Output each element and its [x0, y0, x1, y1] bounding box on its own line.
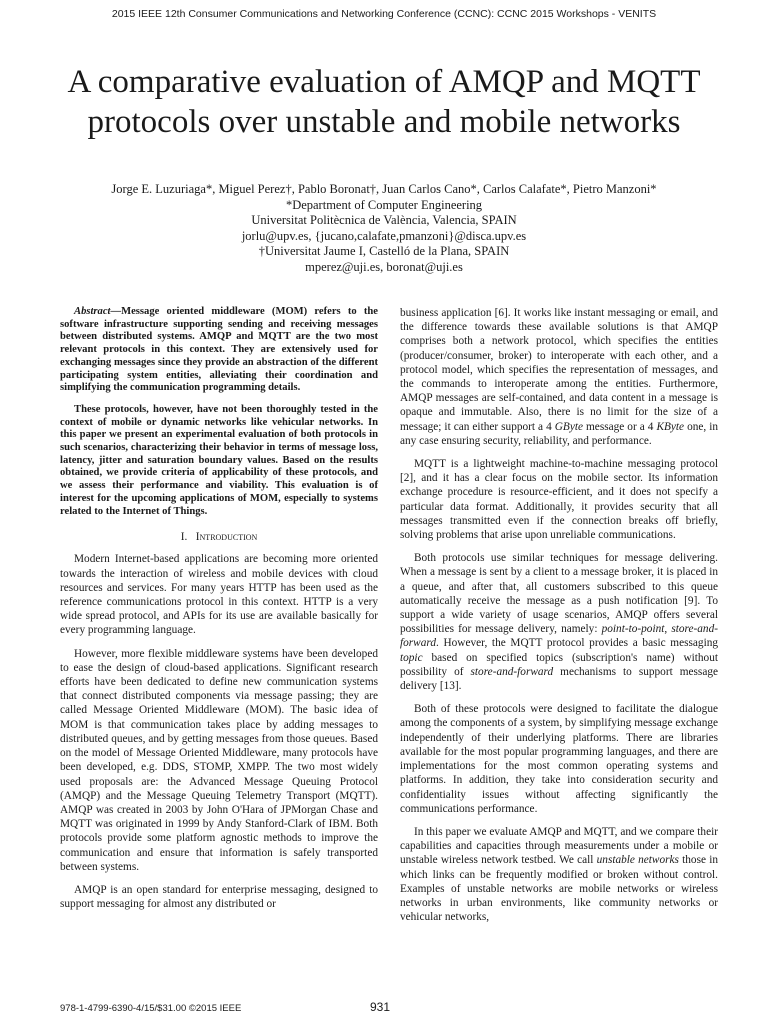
title-line-2: protocols over unstable and mobile networks: [87, 104, 681, 140]
text-run-italic: GByte: [554, 420, 583, 433]
abstract-text-1: —Message oriented middleware (MOM) refers to the software infrastructure supporting sending and receiving messages between distributed systems. AMQP and MQTT are the two most relevant protocols in this context. They are extensively used for exchanging messages since they provide an abstraction of the different participating system entities, alleviating their coordination and simplifying the communication programming details.: [60, 306, 378, 394]
text-run: Both protocols use similar techniques for message delivering. When a message is sent by a client to a message broker, it is placed in a queue, and after that, all customers subscribed to this queue automatically receive the message as a push notification [9]. To support a wide variety of usage scenarios, AMQP offers several possibilities for message delivery, namely:: [400, 552, 718, 636]
abstract-label: Abstract: [74, 306, 111, 317]
text-run: based on specified topics (subscription's name) without possibility of: [400, 651, 718, 678]
author-block: [20, 182, 748, 275]
footer-isbn: 978-1-4799-6390-4/15/$31.00 ©2015 IEEE: [60, 1003, 242, 1014]
text-run-italic: KByte: [656, 420, 685, 433]
affiliation-department: *Department of Computer Engineering: [285, 197, 483, 212]
author-list: Jorge E. Luzuriaga*, Miguel Perez†, Pablo Boronat†, Juan Carlos Cano*, Carlos Calafate*, Pietro Manzoni*: [111, 182, 657, 196]
conference-header: 2015 IEEE 12th Consumer Communications and Networking Conference (CCNC): CCNC 2015 Workshops - VENITS: [111, 8, 657, 20]
right-paragraph-5: [400, 825, 718, 924]
text-run: message or a 4: [583, 420, 657, 433]
text-run-italic: point-to-point: [601, 623, 665, 636]
author-emails-2: mperez@uji.es, boronat@uji.es: [305, 259, 463, 274]
paper-title: [40, 62, 728, 142]
affiliation-university-1: Universitat Politècnica de València, Valencia, SPAIN: [251, 213, 517, 227]
section-title: Introduction: [195, 531, 258, 544]
text-run-italic: unstable networks: [596, 854, 679, 867]
intro-paragraph-1: Modern Internet-based applications are becoming more oriented towards the interaction of wireless and mobile devices with cloud resources and services. For many years HTTP has been used as the reference communications protocol in this context. HTTP is a very wide spread protocol, and APIs for its use are available basically for every programming language.: [60, 553, 378, 637]
page-number: 931: [370, 1000, 391, 1014]
abstract-paragraph-2: These protocols, however, have not been thoroughly tested in the context of mobile or dynamic networks like vehicular networks. In this paper we present an experimental evaluation of both protocols in such scenarios, characterizing their behavior in terms of message loss, latency, jitter and saturation boundary values. Based on the results obtained, we provide criteria of applicability of these protocols, and we assess their performance and viability. This evaluation is of interest for the upcoming applications of MOM, especially to systems related to the Internet of Things.: [60, 403, 378, 517]
author-emails-1: jorlu@upv.es, {jucano,calafate,pmanzoni}@disca.upv.es: [241, 228, 527, 243]
text-run: . However, the MQTT protocol provides a basic messaging: [436, 637, 718, 650]
section-number: I.: [180, 531, 188, 544]
text-run: those in which links can be frequently modified or broken without control. Examples of unstable networks are mobile networks or wireless networks in urban environments, like community networks or vehicular networks,: [400, 854, 718, 924]
text-run-italic: topic: [400, 651, 423, 664]
affiliation-university-2: †Universitat Jaume I, Castelló de la Plana, SPAIN: [258, 244, 510, 258]
text-run: ,: [664, 623, 672, 636]
right-paragraph-2: MQTT is a lightweight machine-to-machine messaging protocol [2], and it has a clear focus on the mobile sector. Its information exchange procedure is resource-efficient, and it does not specify a particular data format. Additionally, it provides security that all messages transmitted even if the connection breaks off briefly, solving problems that arise upon unreliable communications.: [400, 458, 718, 542]
text-run: In this paper we evaluate AMQP and MQTT, and we compare their capabilities and capacities through measurements under a mobile or unstable wireless network testbed. We call: [400, 825, 718, 867]
intro-paragraph-3: AMQP is an open standard for enterprise messaging, designed to support messaging for almost any distributed or: [60, 883, 378, 911]
right-paragraph-1: [400, 306, 718, 448]
text-run-italic: store-and-forward: [470, 665, 554, 678]
left-column: [60, 306, 378, 920]
right-paragraph-3: [400, 551, 718, 693]
intro-paragraph-2: However, more flexible middleware systems have been developed to ease the design of cloud-based applications. Significant research efforts have been dedicated to define new communication systems that connect distributed components via message passing; they are called Message Oriented Middleware (MOM). The basic idea of MOM is that communication takes place by adding messages to distributed queues, and by getting messages from those queues. Based on the model of Message Oriented Middleware, many protocols have been developed, e.g. DDS, STOMP, XMPP. The two most widely used proposals are: the Advanced Message Queuing Protocol (AMQP) and the Message Queuing Telemetry Transport (MQTT). AMQP was created in 2003 by John O'Hara of JPMorgan Chase and MQTT was originated in 1999 by Andy Stanford-Clark of IBM. Both protocols provide some platform agnostic methods to improve the communication and ensure that information is safely transported between systems.: [60, 647, 378, 873]
right-column: [400, 306, 718, 933]
right-paragraph-4: Both of these protocols were designed to facilitate the dialogue among the components of a system, by simplifying message exchange independently of their underlying platforms. There are libraries available for the most popular programming languages, and there are implementations for the most common operating systems and platforms. In addition, they take into consideration security and confidentiality issues without affecting significantly the communications performance.: [400, 703, 718, 815]
text-run: one, in any case ensuring security, reliability, and performance.: [400, 420, 719, 447]
abstract-paragraph-1: [60, 306, 378, 395]
text-run-italic: store-and-forward: [400, 623, 718, 650]
text-run: mechanisms to support message delivery [13].: [400, 665, 718, 693]
section-heading-introduction: [60, 530, 378, 544]
title-line-1: A comparative evaluation of AMQP and MQTT: [67, 64, 701, 100]
text-run: business application [6]. It works like instant messaging or email, and the difference towards these available solutions is that AMQP comprises both a network protocol, which specifies the entities (producer/consumer, broker) to interoperate with each other, and a protocol model, which specifies the representation of messages, and the commands to interoperate among the entities. Furthermore, AMQP messages are self-contained, and data content in a message is opaque and immutable. Also, there is no limit for the size of a message; it can either support a 4: [400, 307, 718, 433]
